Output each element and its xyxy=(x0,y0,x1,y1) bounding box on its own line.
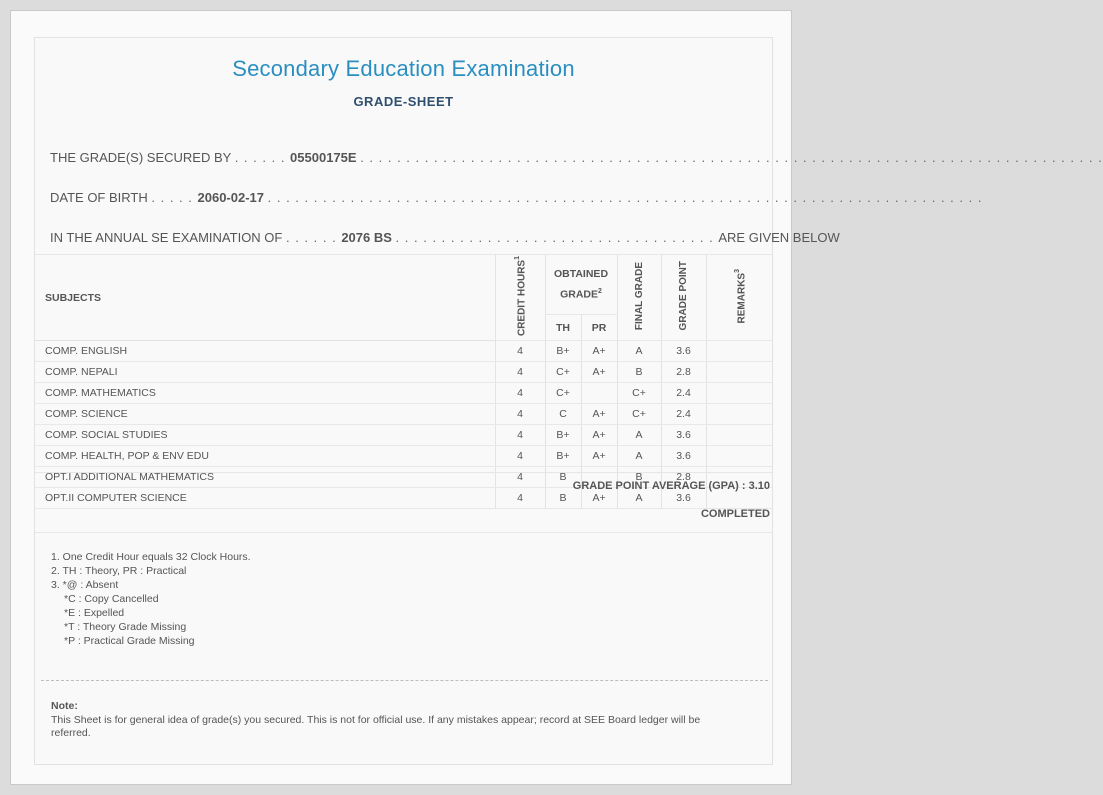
final-grade-header: FINAL GRADE xyxy=(617,255,661,341)
subject-cell: COMP. ENGLISH xyxy=(35,341,495,362)
page-frame xyxy=(10,10,1103,785)
th-header: TH xyxy=(545,315,581,341)
subject-cell: COMP. SOCIAL STUDIES xyxy=(35,425,495,446)
secured-by-label: THE GRADE(S) SECURED BY xyxy=(50,150,232,165)
final-grade-cell: B xyxy=(617,362,661,383)
status-text: COMPLETED xyxy=(700,508,770,520)
grade-point-cell: 2.4 xyxy=(661,383,706,404)
given-below-label: ARE GIVEN BELOW xyxy=(718,230,840,245)
footnote-line: *C : Copy Cancelled xyxy=(64,593,159,605)
credit-cell: 4 xyxy=(495,425,545,446)
note-text: This Sheet is for general idea of grade(s) you secured. This is not for official use. If any mistakes appear; record at SEE Board ledger will be referred. xyxy=(51,714,701,739)
secured-by-line: THE GRADE(S) SECURED BY . . . . . . 05500175E . . . . . . . . . . . . . . . . . . . . . . . . . . . . . . . . . . . . . . . . . . . . . . . . . . . . . . . . . . . . . . . . . . . . . . . . . . . . . . . . . xyxy=(50,150,1103,165)
dob-line: DATE OF BIRTH . . . . . 2060-02-17 . . . . . . . . . . . . . . . . . . . . . . . . . . . . . . . . . . . . . . . . . . . . . . . . . . . . . . . . . . . . . . . . . . . . . . . . . . . . . . xyxy=(50,190,983,205)
table-row xyxy=(35,362,772,383)
pr-grade-cell: A+ xyxy=(581,425,617,446)
remarks-header: REMARKS$^3$ xyxy=(706,255,772,341)
exam-year: 2076 BS xyxy=(341,230,392,245)
remarks-cell xyxy=(706,383,772,404)
credit-cell: 4 xyxy=(495,404,545,425)
pr-grade-cell: A+ xyxy=(581,446,617,467)
table-row xyxy=(35,341,772,362)
final-grade-cell: C+ xyxy=(617,404,661,425)
grades-table xyxy=(35,254,772,509)
dob-value: 2060-02-17 xyxy=(197,190,264,205)
grade-point-cell: 2.8 xyxy=(661,467,706,488)
symbol-number: 05500175E xyxy=(290,150,357,165)
grade-sheet-subtitle: GRADE-SHEET xyxy=(353,94,454,109)
exam-label: IN THE ANNUAL SE EXAMINATION OF xyxy=(50,230,283,245)
table-row xyxy=(35,425,772,446)
exam-line: IN THE ANNUAL SE EXAMINATION OF . . . . . . 2076 BS . . . . . . . . . . . . . . . . . . . . . . . . . . . . . . . . . . . ARE GIVEN BELOW xyxy=(50,230,840,245)
credit-cell: 4 xyxy=(495,362,545,383)
credit-cell: 4 xyxy=(495,383,545,404)
page-title: Secondary Education Examination xyxy=(232,56,575,81)
th-grade-cell: B+ xyxy=(545,425,581,446)
status-bottom-rule xyxy=(35,532,772,533)
th-grade-cell: B xyxy=(545,467,581,488)
dashed-divider xyxy=(41,680,768,681)
table-row xyxy=(35,404,772,425)
grade-point-cell: 2.8 xyxy=(661,362,706,383)
final-grade-cell: A xyxy=(617,446,661,467)
credit-cell: 4 xyxy=(495,467,545,488)
dob-label: DATE OF BIRTH xyxy=(50,190,148,205)
credit-hours-header: CREDIT HOURS$^1$ xyxy=(495,255,545,341)
credit-cell: 4 xyxy=(495,488,545,509)
final-grade-cell: A xyxy=(617,425,661,446)
final-grade-cell: A xyxy=(617,341,661,362)
remarks-cell xyxy=(706,425,772,446)
footnotes xyxy=(51,550,251,648)
subject-cell: OPT.I ADDITIONAL MATHEMATICS xyxy=(35,467,495,488)
grade-point-cell: 3.6 xyxy=(661,488,706,509)
subject-cell: OPT.II COMPUTER SCIENCE xyxy=(35,488,495,509)
pr-grade-cell: A+ xyxy=(581,488,617,509)
remarks-cell xyxy=(706,341,772,362)
table-bottom-rule xyxy=(35,472,772,473)
note-heading: Note: xyxy=(51,700,78,712)
footnote-line: *P : Practical Grade Missing xyxy=(64,635,195,647)
th-grade-cell: C+ xyxy=(545,362,581,383)
remarks-cell xyxy=(706,404,772,425)
th-grade-cell: C+ xyxy=(545,383,581,404)
footnote-line: *E : Expelled xyxy=(64,607,125,619)
subject-cell: COMP. MATHEMATICS xyxy=(35,383,495,404)
pr-header: PR xyxy=(581,315,617,341)
subject-cell: COMP. NEPALI xyxy=(35,362,495,383)
pr-grade-cell xyxy=(581,383,617,404)
subject-cell: COMP. SCIENCE xyxy=(35,404,495,425)
footnote-line: 1. One Credit Hour equals 32 Clock Hours. xyxy=(51,551,251,563)
th-grade-cell: B+ xyxy=(545,341,581,362)
obtained-grade-header: OBTAINED GRADE$^2$ xyxy=(545,255,617,315)
pr-grade-cell: A+ xyxy=(581,362,617,383)
grade-point-cell: 3.6 xyxy=(661,446,706,467)
th-grade-cell: B xyxy=(545,488,581,509)
table-row xyxy=(35,446,772,467)
pr-grade-cell: A+ xyxy=(581,341,617,362)
remarks-cell xyxy=(706,362,772,383)
th-grade-cell: B+ xyxy=(545,446,581,467)
footnote-line: 2. TH : Theory, PR : Practical xyxy=(51,565,187,577)
grade-point-cell: 3.6 xyxy=(661,425,706,446)
subject-cell: COMP. HEALTH, POP & ENV EDU xyxy=(35,446,495,467)
grade-point-cell: 3.6 xyxy=(661,341,706,362)
pr-grade-cell: A+ xyxy=(581,404,617,425)
grades-table-wrap xyxy=(35,254,772,509)
subjects-header: SUBJECTS xyxy=(35,255,495,341)
grade-point-header: GRADE POINT xyxy=(661,255,706,341)
footnote-line: *T : Theory Grade Missing xyxy=(64,621,187,633)
remarks-cell xyxy=(706,446,772,467)
table-row xyxy=(35,383,772,404)
grade-sheet-card xyxy=(34,37,1103,765)
grade-point-cell: 2.4 xyxy=(661,404,706,425)
final-grade-cell: B xyxy=(617,467,661,488)
gpa-text: GRADE POINT AVERAGE (GPA) : 3.10 xyxy=(572,480,770,492)
credit-cell: 4 xyxy=(495,341,545,362)
th-grade-cell: C xyxy=(545,404,581,425)
footnote-line: 3. *@ : Absent xyxy=(51,579,119,591)
final-grade-cell: C+ xyxy=(617,383,661,404)
credit-cell: 4 xyxy=(495,446,545,467)
final-grade-cell: A xyxy=(617,488,661,509)
